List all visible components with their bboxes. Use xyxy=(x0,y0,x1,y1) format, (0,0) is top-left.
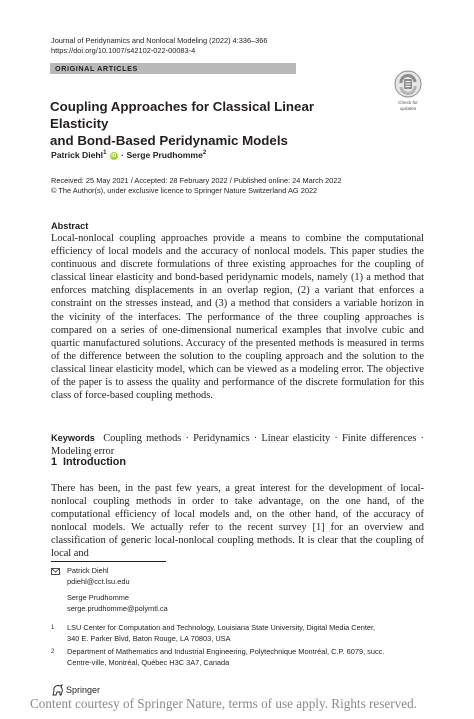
orcid-icon[interactable]: iD xyxy=(111,153,117,159)
author-name[interactable]: Serge Prudhomme xyxy=(126,150,203,160)
affiliation-2: Department of Mathematics and Industrial Engineering, Polytechnique Montréal, C.P. 6079, succ. Centre-ville, Montréal, Québec H3C 3A7, Canada xyxy=(67,647,385,667)
check-for-updates-label: Check for updates xyxy=(398,100,418,111)
introduction-body: There has been, in the past few years, a great interest for the development of local-nonlocal coupling methods in order to take advantage, on the one hand, of the computational efficiency of local models and, on the other hand, of the accuracy of nonlocal models. We actually refer to the recent survey [1] for an overview and classification of generic local-nonlocal coupling methods. It is clear that the coupling of local and xyxy=(51,483,424,560)
publication-dates: Received: 25 May 2021 / Accepted: 28 February 2022 / Published online: 24 March 2022 xyxy=(51,176,342,185)
section-heading: 1 Introduction xyxy=(51,456,126,468)
keywords-label: Keywords xyxy=(51,433,95,443)
corresponding-authors: Patrick Diehl pdiehl@cct.lsu.edu Serge Prudhomme serge.prudhomme@polymtl.ca xyxy=(67,566,168,613)
author-name[interactable]: Patrick Diehl xyxy=(51,150,104,160)
courtesy-watermark: Content courtesy of Springer Nature, terms of use apply. Rights reserved. xyxy=(30,696,417,711)
keywords-text: Coupling methods · Peridynamics · Linear elasticity · Finite differences · Modeling error xyxy=(51,433,424,458)
affiliation-1: LSU Center for Computation and Technology, Louisiana State University, Digital Media Center, 340 E. Parker Blvd, Baton Rouge, LA 70803, USA xyxy=(67,623,376,643)
journal-citation: Journal of Peridynamics and Nonlocal Modeling (2022) 4:336–366 xyxy=(51,36,268,45)
email-link[interactable]: pdiehl@cct.lsu.edu xyxy=(67,576,130,586)
envelope-icon xyxy=(51,568,60,575)
affiliation-number: 2 xyxy=(51,649,55,655)
abstract-heading: Abstract xyxy=(51,221,89,231)
affiliation-number: 1 xyxy=(51,625,55,631)
footnote-divider xyxy=(51,561,166,562)
article-title: Coupling Approaches for Classical Linear Elasticity and Bond-Based Peridynamic Models xyxy=(50,99,315,148)
doi-link[interactable]: https://doi.org/10.1007/s42102-022-00083-4 xyxy=(51,46,196,55)
author-list: Patrick Diehl$^1$ iD · Serge Prudhomme$^2$ xyxy=(51,150,207,160)
article-type-label: ORIGINAL ARTICLES xyxy=(55,64,138,73)
check-for-updates-icon[interactable] xyxy=(391,69,425,101)
email-link[interactable]: serge.prudhomme@polymtl.ca xyxy=(67,603,168,613)
abstract-body: Local-nonlocal coupling approaches provide a means to combine the computational efficiency of local models and the accuracy of nonlocal models. This paper studies the continuous and discrete formulations of three existing approaches for the coupling of classical linear elasticity and bond-based peridynamic models, namely (1) a method that enforces matching displacements in an overlap region, (2) a variant that enforces a constraint on the stresses instead, and (3) a method that considers a variable horizon in the vicinity of the interfaces. The performance of the three coupling approaches is compared on a series of one-dimensional numerical examples that involve cubic and quartic manufactured solutions. Accuracy of the presented methods is measured in terms of the difference between the solution to the coupling approach and the solution to the classical linear elasticity model, which can be viewed as a modeling error. The objective of the paper is to assess the quality and performance of the discrete formulation for this class of force-based coupling methods. xyxy=(51,233,424,402)
copyright-notice: © The Author(s), under exclusive licence to Springer Nature Switzerland AG 2022 xyxy=(51,186,318,195)
publisher-name: Springer xyxy=(66,685,101,695)
